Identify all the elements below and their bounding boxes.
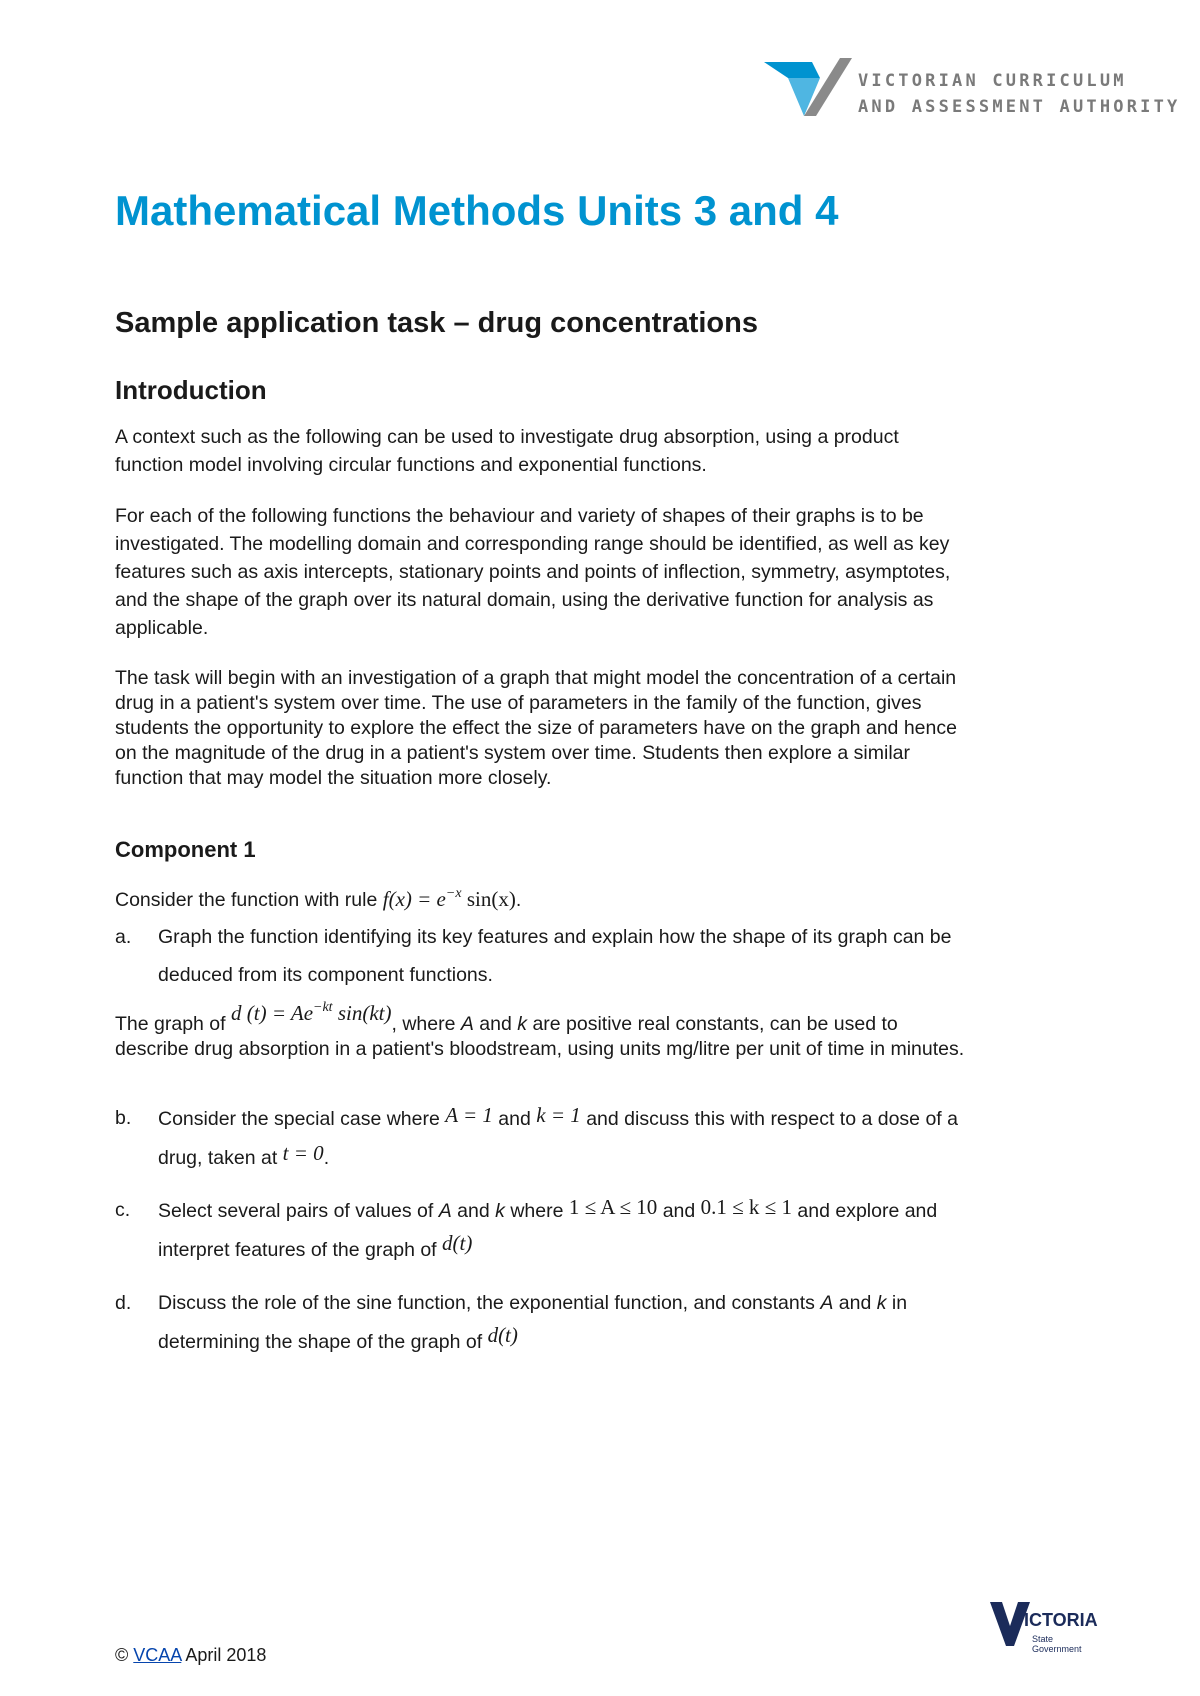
- logo-line-2: AND ASSESSMENT AUTHORITY: [858, 97, 1181, 117]
- math-k-equals-1: k = 1: [536, 1103, 581, 1127]
- vcaa-logo: [760, 56, 1181, 122]
- math-a-equals-1: A = 1: [445, 1103, 493, 1127]
- math-d-of-t: d(t): [442, 1231, 473, 1255]
- graph-description: The graph of d $(t) = Ae^{-kt}$ sin(kt), where A and k are positive real constants, can be used to describe drug absorption in a patient's bloodstream, using units mg/litre per unit of time in minutes.: [115, 1000, 965, 1060]
- intro-paragraph-1: A context such as the following can be used to investigate drug absorption, using a product function model involving circular functions and exponential functions.: [115, 426, 899, 476]
- vcaa-logo-icon: [760, 56, 856, 122]
- intro-paragraph-3: The task will begin with an investigation of a graph that might model the concentration of a certain drug in a patient's system over time. The use of parameters in the family of the function, gives students the opportunity to explore the effect the size of parameters have on the graph and hence on the magnitude of the drug in a patient's system over time. Students then explore a similar function that may model the situation more closely.: [115, 667, 957, 789]
- d-rule-math: d $(t) = Ae^{-kt}$ sin(kt): [231, 1000, 392, 1025]
- math-k-range: 0.1 ≤ k ≤ 1: [700, 1195, 792, 1219]
- vcaa-link[interactable]: VCAA: [133, 1645, 182, 1665]
- math-d-of-t: d(t): [487, 1323, 518, 1347]
- svg-text:State: State: [1032, 1634, 1054, 1644]
- victoria-state-government-logo: [988, 1600, 1098, 1664]
- math-t-equals-0: t = 0: [282, 1141, 324, 1165]
- component-1-heading: Component 1: [115, 837, 256, 862]
- svg-text:Government: Government: [1032, 1644, 1082, 1654]
- svg-text:ICTORIA: ICTORIA: [1024, 1610, 1098, 1630]
- logo-line-1: VICTORIAN CURRICULUM: [858, 71, 1127, 91]
- copyright-symbol: ©: [115, 1645, 129, 1665]
- math-a-range: 1 ≤ A ≤ 10: [568, 1195, 658, 1219]
- footer: [115, 1645, 266, 1666]
- f-rule-math: $f(x) = e^{-x}$ sin(x): [382, 886, 516, 911]
- victoria-logo-icon: [988, 1600, 1098, 1664]
- footer-date: April 2018: [185, 1645, 267, 1665]
- function-rule-line: Consider the function with rule $f(x) = e^{-x}$ sin(x).: [115, 886, 522, 911]
- page-title: Mathematical Methods Units 3 and 4: [115, 187, 839, 234]
- task-subtitle: Sample application task – drug concentrations: [115, 307, 758, 339]
- vcaa-logo-text: [858, 68, 1180, 120]
- introduction-heading: Introduction: [115, 375, 267, 405]
- intro-paragraph-2: For each of the following functions the behaviour and variety of shapes of their graphs is to be investigated. The modelling domain and corresponding range should be identified, as well as key features such as axis intercepts, stationary points and points of inflection, symmetry, asymptotes, and the shape of the graph over its natural domain, using the derivative function for analysis as applicable.: [115, 505, 951, 639]
